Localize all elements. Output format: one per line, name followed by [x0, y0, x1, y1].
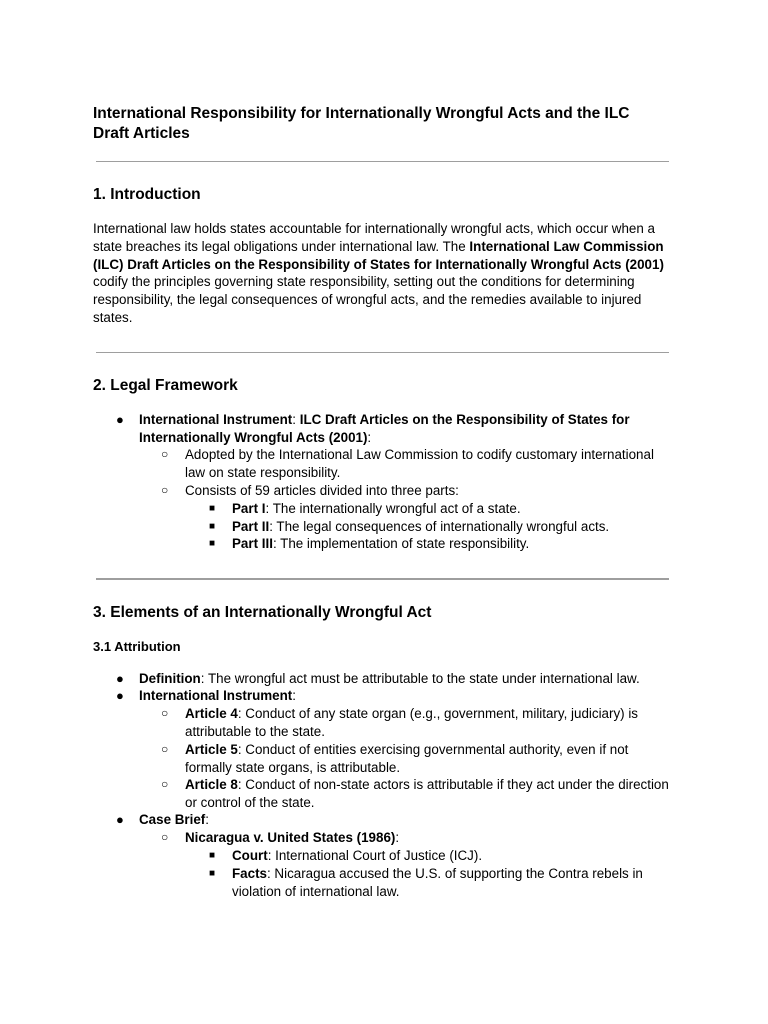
list-item-case-detail: Facts: Nicaragua accused the U.S. of supporting the Contra rebels in violation of international law. [232, 866, 643, 899]
list-item-part: Part I: The internationally wrongful act of a state. [232, 501, 521, 516]
list-item-article: Article 8: Conduct of non-state actors is attributable if they act under the direction or control of the state. [185, 777, 669, 810]
square-bullet-icon: ■ [209, 503, 216, 514]
introduction-paragraph: International law holds states accountable for internationally wrongful acts, which occur when a state breaches its legal obligations under international law. The International Law Commission (ILC) Draft Articles on the Responsibility of States for Internationally Wrongful Acts (2001) codify the principles governing state responsibility, setting out the conditions for determining responsibility, the legal consequences of wrongful acts, and the remedies available to injured states. [93, 221, 664, 325]
divider [96, 352, 669, 353]
circle-bullet-icon: ○ [161, 777, 169, 791]
square-bullet-icon: ■ [209, 521, 216, 532]
section-heading-elements: 3. Elements of an Internationally Wrongful Act [93, 604, 432, 621]
list-item-part: Part III: The implementation of state responsibility. [232, 536, 530, 551]
list-item-article: Article 5: Conduct of entities exercising governmental authority, even if not formally state organs, is attributable. [185, 742, 629, 775]
divider [96, 161, 669, 162]
circle-bullet-icon: ○ [161, 742, 169, 756]
circle-bullet-icon: ○ [161, 483, 169, 497]
square-bullet-icon: ■ [209, 538, 216, 549]
list-item-instrument: International Instrument: ILC Draft Articles on the Responsibility of States for Internationally Wrongful Acts (2001): [139, 412, 630, 445]
list-item: Consists of 59 articles divided into three parts: [185, 483, 459, 498]
bullet-icon: ● [116, 688, 124, 703]
bullet-icon: ● [116, 812, 124, 827]
circle-bullet-icon: ○ [161, 447, 169, 461]
list-item-article: Article 4: Conduct of any state organ (e.g., government, military, judiciary) is attributable to the state. [185, 706, 638, 739]
list-item-case-detail: Court: International Court of Justice (ICJ). [232, 848, 483, 863]
list-item: Adopted by the International Law Commission to codify customary international law on state responsibility. [185, 447, 654, 480]
square-bullet-icon: ■ [209, 868, 216, 879]
list-item-part: Part II: The legal consequences of internationally wrongful acts. [232, 519, 610, 534]
list-item-case-name: Nicaragua v. United States (1986): [185, 830, 400, 845]
subsection-heading-attribution: 3.1 Attribution [93, 639, 181, 654]
bullet-icon: ● [116, 671, 124, 686]
document-title: International Responsibility for Internationally Wrongful Acts and the ILC Draft Articles [93, 105, 630, 142]
circle-bullet-icon: ○ [161, 830, 169, 844]
list-item-definition: Definition: The wrongful act must be attributable to the state under international law. [139, 671, 640, 686]
square-bullet-icon: ■ [209, 850, 216, 861]
section-heading-legal-framework: 2. Legal Framework [93, 377, 238, 394]
section-heading-introduction: 1. Introduction [93, 186, 201, 203]
circle-bullet-icon: ○ [161, 706, 169, 720]
divider [96, 578, 669, 580]
list-item-case-brief: Case Brief: [139, 812, 209, 827]
bullet-icon: ● [116, 412, 124, 427]
list-item-instrument: International Instrument: [139, 688, 296, 703]
